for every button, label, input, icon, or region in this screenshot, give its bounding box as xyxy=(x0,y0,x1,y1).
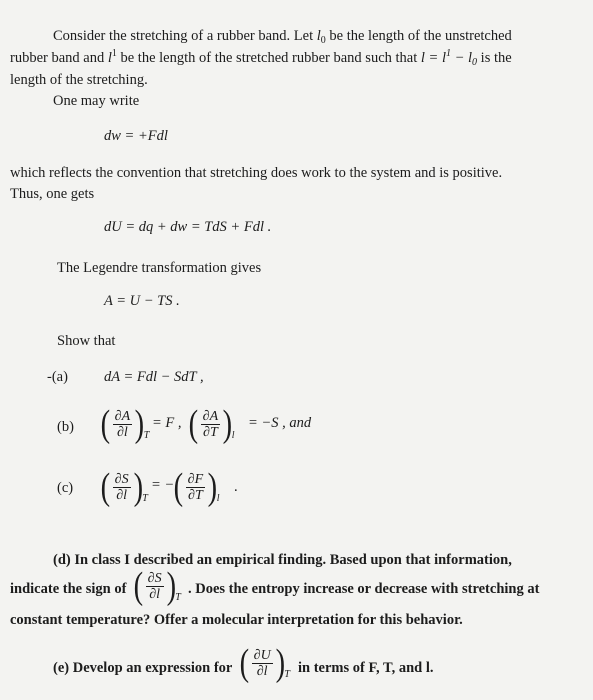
intro-line-1: Consider the stretching of a rubber band. Let $l_0$ be the length of the unstretched xyxy=(53,28,512,46)
part-d-line-2b: . Does the entropy increase or decrease with stretching at xyxy=(188,581,540,597)
convention-line-1: which reflects the convention that stretching does work to the system and is positive. xyxy=(10,165,503,181)
part-a-label: -(a) xyxy=(47,369,68,385)
part-b-label: (b) xyxy=(57,419,74,435)
show-that: Show that xyxy=(57,333,116,349)
partial-dS-dl-question: ( $\frac{\partial S}{\partial l}$ ) T xyxy=(133,565,181,607)
one-may-write: One may write xyxy=(53,93,140,109)
document-page: Consider the stretching of a rubber band. Let $l_0$ be the length of the unstretched rubber band and $l^1$ be the length of the stretched rubber band such that $l = l^1 - l_0$ is the length of the stretching. One may write dw = +Fdl which reflects the convention that stretching does work to the system and is positive. Thus, one gets dU = dq + dw = TdS + Fdl . The Legendre transformation gives A = U − TS . Show that -(a) dA = Fdl − SdT , (b) ( $\frac{\partial A}{\partial l}$ ) T = F , ( $\frac{\partial A}{\partial T}$ ) l = −S , and (c) ( $\frac{\partial S}{\partial l}$ ) T = − ( $\frac{\partial F}{\partial T}$ ) l . (d) In class I described an empirical finding. Based upon that information, indicate the sign of ( $\frac{\partial S}{\partial l}$ ) T . Does the entropy increase or decrease with stretching at constant temperature? Offer a molecular interpretation for this behavior. (e) Develop an expression for ( $\frac{\partial U}{\partial l}$ ) T in terms of F, T, and l. xyxy=(10,28,540,684)
part-c-label: (c) xyxy=(57,480,74,496)
part-d-line-1: (d) In class I described an empirical finding. Based upon that information, xyxy=(53,552,512,568)
part-d-line-2a: indicate the sign of xyxy=(10,581,127,597)
partial-dU-dl: ( $\frac{\partial U}{\partial l}$ ) T xyxy=(239,642,290,684)
convention-line-2: Thus, one gets xyxy=(10,186,95,202)
intro-line-2: rubber band and $l^1$ be the length of the stretched rubber band such that $l = l^1 - l_0$ is the xyxy=(10,48,512,68)
legendre-text: The Legendre transformation gives xyxy=(57,260,262,276)
partial-dS-dl: ( $\frac{\partial S}{\partial l}$ ) T xyxy=(100,466,148,508)
intro-line-3: length of the stretching. xyxy=(10,72,148,88)
stretch-definition: $l = l^1 - l_0$ xyxy=(420,48,478,68)
part-e-line-b: in terms of F, T, and l. xyxy=(298,660,434,676)
partial-dF-dT-fraction: ( $\frac{\partial F}{\partial T}$ ) l xyxy=(173,466,220,508)
part-e-line-a: (e) Develop an expression for xyxy=(53,660,233,676)
equation-dw: dw = +Fdl xyxy=(104,128,168,144)
part-d-line-3: constant temperature? Offer a molecular interpretation for this behavior. xyxy=(10,612,463,628)
equation-A: A = U − TS . xyxy=(104,293,180,309)
partial-dA-dT: ( $\frac{\partial A}{\partial T}$ ) l xyxy=(188,403,235,445)
equation-dU: dU = dq + dw = TdS + Fdl . xyxy=(104,219,272,235)
partial-dA-dl: ( $\frac{\partial A}{\partial l}$ ) T xyxy=(100,403,150,445)
part-a-equation: dA = Fdl − SdT , xyxy=(104,369,204,385)
